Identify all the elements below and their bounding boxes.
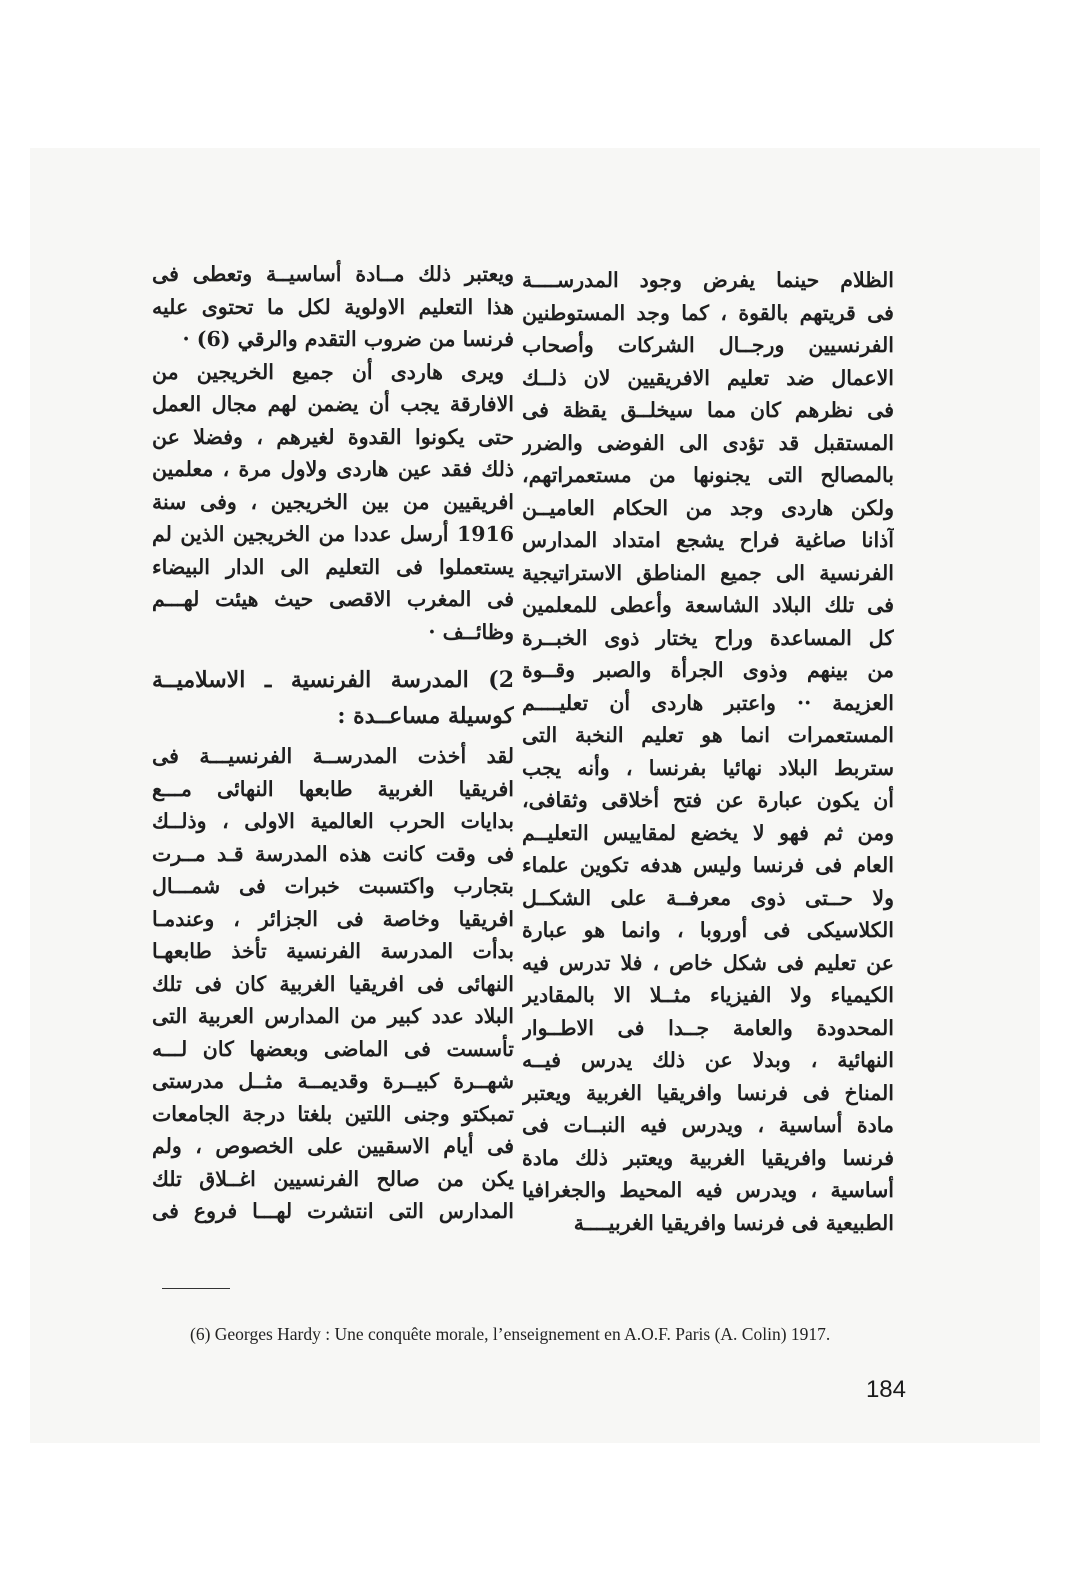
- text-line: وظائــف ·: [428, 619, 514, 644]
- text-line: ولكن هاردى وجد من الحكام العاميــن: [522, 495, 894, 520]
- text-line: يكن من صالح الفرنسيين اغــلاق تلك: [152, 1166, 514, 1191]
- text-line: مادة أساسية ، ويدرس فيه النبــات فى: [522, 1113, 894, 1137]
- page-number: 184: [865, 1376, 906, 1403]
- text-line: افريقيا وخاصة فى الجزائر ، وعندمـا: [152, 906, 514, 931]
- heading-line: 2) المدرسة الفرنسية ـ الاسلاميــة: [152, 667, 514, 693]
- text-line: المستقبل قد تؤدى الى الفوضى والضرر: [522, 430, 894, 455]
- text-line: ويرى هاردى أن جميع الخريجين من: [152, 359, 504, 384]
- heading-line: كوسيلة مساعــدة :: [337, 703, 514, 729]
- text-line: بالمصالح التى يجنونها من مستعمراتهم،: [522, 463, 894, 487]
- text-line: شهــرة كبيــرة وقديمــة مثــل مدرستى: [152, 1069, 514, 1093]
- text-line: هذا التعليم الاولوية لكل ما تحتوى عليه: [152, 294, 514, 319]
- text-line: تمبكتو وجنى اللتين بلغتا درجة الجامعات: [152, 1101, 514, 1126]
- text-line: الفرنسية الى جميع المناطق الاستراتيجية: [522, 560, 894, 585]
- text-line: أن يكون عبارة عن فتح أخلاقى وثقافى،: [522, 788, 894, 812]
- text-line: فى تلك البلاد الشاسعة وأعطى للمعلمين: [522, 593, 894, 617]
- left-column-paragraph-3: [152, 740, 514, 1228]
- text-line: بدأت المدرسة الفرنسية تأخذ طابعهـا: [152, 939, 514, 963]
- footnote: (6) Georges Hardy : Une conquête morale, l’enseignement en A.O.F. Paris (A. Colin) 1917.: [190, 1324, 831, 1344]
- text-line: الكيمياء ولا الفيزياء مثــلا الا بالمقادير: [522, 983, 894, 1007]
- right-column-paragraph: [522, 264, 894, 1239]
- text-line: المستعمرات انما هو تعليم النخبة التى: [522, 723, 894, 747]
- text-line: فى نظرهم كان مما سيخلــق يقظة فى: [522, 398, 894, 422]
- text-line: الفرنسيين ورجــال الشركات وأصحاب: [522, 333, 894, 357]
- text-line: المحدودة والعامة جــدا فى الاطــوار: [522, 1015, 894, 1040]
- text-line: بتجارب واكتسبت خبرات فى شمـــال: [152, 874, 514, 898]
- text-line: أساسية ، ويدرس فيه المحيط والجغرافيا: [522, 1178, 894, 1202]
- text-line: ويعتبر ذلك مــادة أساسيــة وتعطى فى: [152, 262, 514, 286]
- text-line: من بينهم وذوى الجرأة والصبر وقــوة: [522, 658, 894, 682]
- text-line: آذانا صاغية فراح يشجع امتداد المدارس: [522, 528, 894, 552]
- text-line: المدارس التى انتشرت لهـــا فروع فى: [152, 1199, 514, 1223]
- text-line: فى وقت كانت هذه المدرسة قـد مــرت: [152, 841, 514, 866]
- text-line: فى قريتهم بالقوة ، كما وجد المستوطنين: [522, 300, 894, 325]
- right-column: [522, 264, 894, 1239]
- text-line: الافارقة يجب أن يضمن لهم مجال العمل: [152, 392, 514, 416]
- footnote-divider: [162, 1288, 230, 1289]
- text-line: لقد أخذت المدرســة الفرنسيـــة فى: [152, 744, 514, 768]
- left-column-paragraph-1: [152, 258, 514, 356]
- text-line: الاعمال ضد تعليم الافريقيين لان ذلــك: [522, 365, 894, 390]
- text-line: ذلك فقد عين هاردى ولاول مرة ، معلمين: [152, 457, 514, 481]
- text-line: كل المساعدة وراح يختار ذوى الخبــرة: [522, 625, 894, 650]
- text-line: المناخ فى فرنسا وافريقيا الغربية ويعتبر: [522, 1080, 894, 1105]
- text-line: تأسست فى الماضى وبعضها كان لـــه: [152, 1036, 514, 1061]
- text-line: العام فى فرنسا وليس هدفه تكوين علماء: [522, 853, 894, 877]
- section-heading: [152, 662, 514, 734]
- text-line: النهائى فى افريقيا الغربية كان فى تلك: [152, 971, 514, 996]
- text-line: الطبيعية فى فرنسا وافريقيا الغربيــــة: [573, 1210, 894, 1235]
- text-line: النهائية ، وبدلا عن ذلك يدرس فيــه: [522, 1048, 894, 1072]
- text-line: بدايات الحرب العالمية الاولى ، وذلــك: [152, 809, 514, 833]
- text-line: فى المغرب الاقصى حيث هيئت لهـــم: [152, 587, 514, 611]
- text-line: فى أيام الاسقيين على الخصوص ، ولم: [152, 1134, 514, 1158]
- text-line: عن تعليم فى شكل خاص ، فلا تدرس فيه: [522, 950, 894, 975]
- text-line: العزيمة ·· واعتبر هاردى أن تعليــــم: [522, 690, 894, 715]
- text-line: افريقيا الغربية طابعها النهائى مـــع: [152, 776, 514, 801]
- text-line: افريقيين من بين الخريجين ، وفى سنة: [152, 489, 514, 514]
- text-line: الظلام حينما يفرض وجود المدرســــة: [522, 268, 894, 292]
- text-line: فرنسا وافريقيا الغربية ويعتبر ذلك مادة: [522, 1145, 894, 1170]
- left-column: [152, 258, 514, 1228]
- left-column-paragraph-2: [152, 356, 514, 649]
- text-line: ومن ثم فهو لا يخضع لمقاييس التعليــم: [522, 820, 894, 845]
- text-line: الكلاسيكى فى أوروبا ، وانما هو عبارة: [522, 918, 894, 942]
- text-line: 1916 أرسل عددا من الخريجين الذين لم: [152, 522, 514, 546]
- text-line: البلاد عدد كبير من المدارس العربية التى: [152, 1004, 514, 1028]
- text-line: حتى يكونوا القدوة لغيرهم ، وفضلا عن: [152, 424, 514, 449]
- text-line: يستعملوا فى التعليم الى الدار البيضاء: [152, 554, 514, 579]
- text-line: ستربط البلاد نهائيا بفرنسا ، وأنه يجب: [522, 755, 894, 780]
- text-line: ولا حــتى ذوى معرفــة على الشكــل: [522, 885, 894, 910]
- text-line: فرنسا من ضروب التقدم والرقي (6) ·: [182, 327, 514, 351]
